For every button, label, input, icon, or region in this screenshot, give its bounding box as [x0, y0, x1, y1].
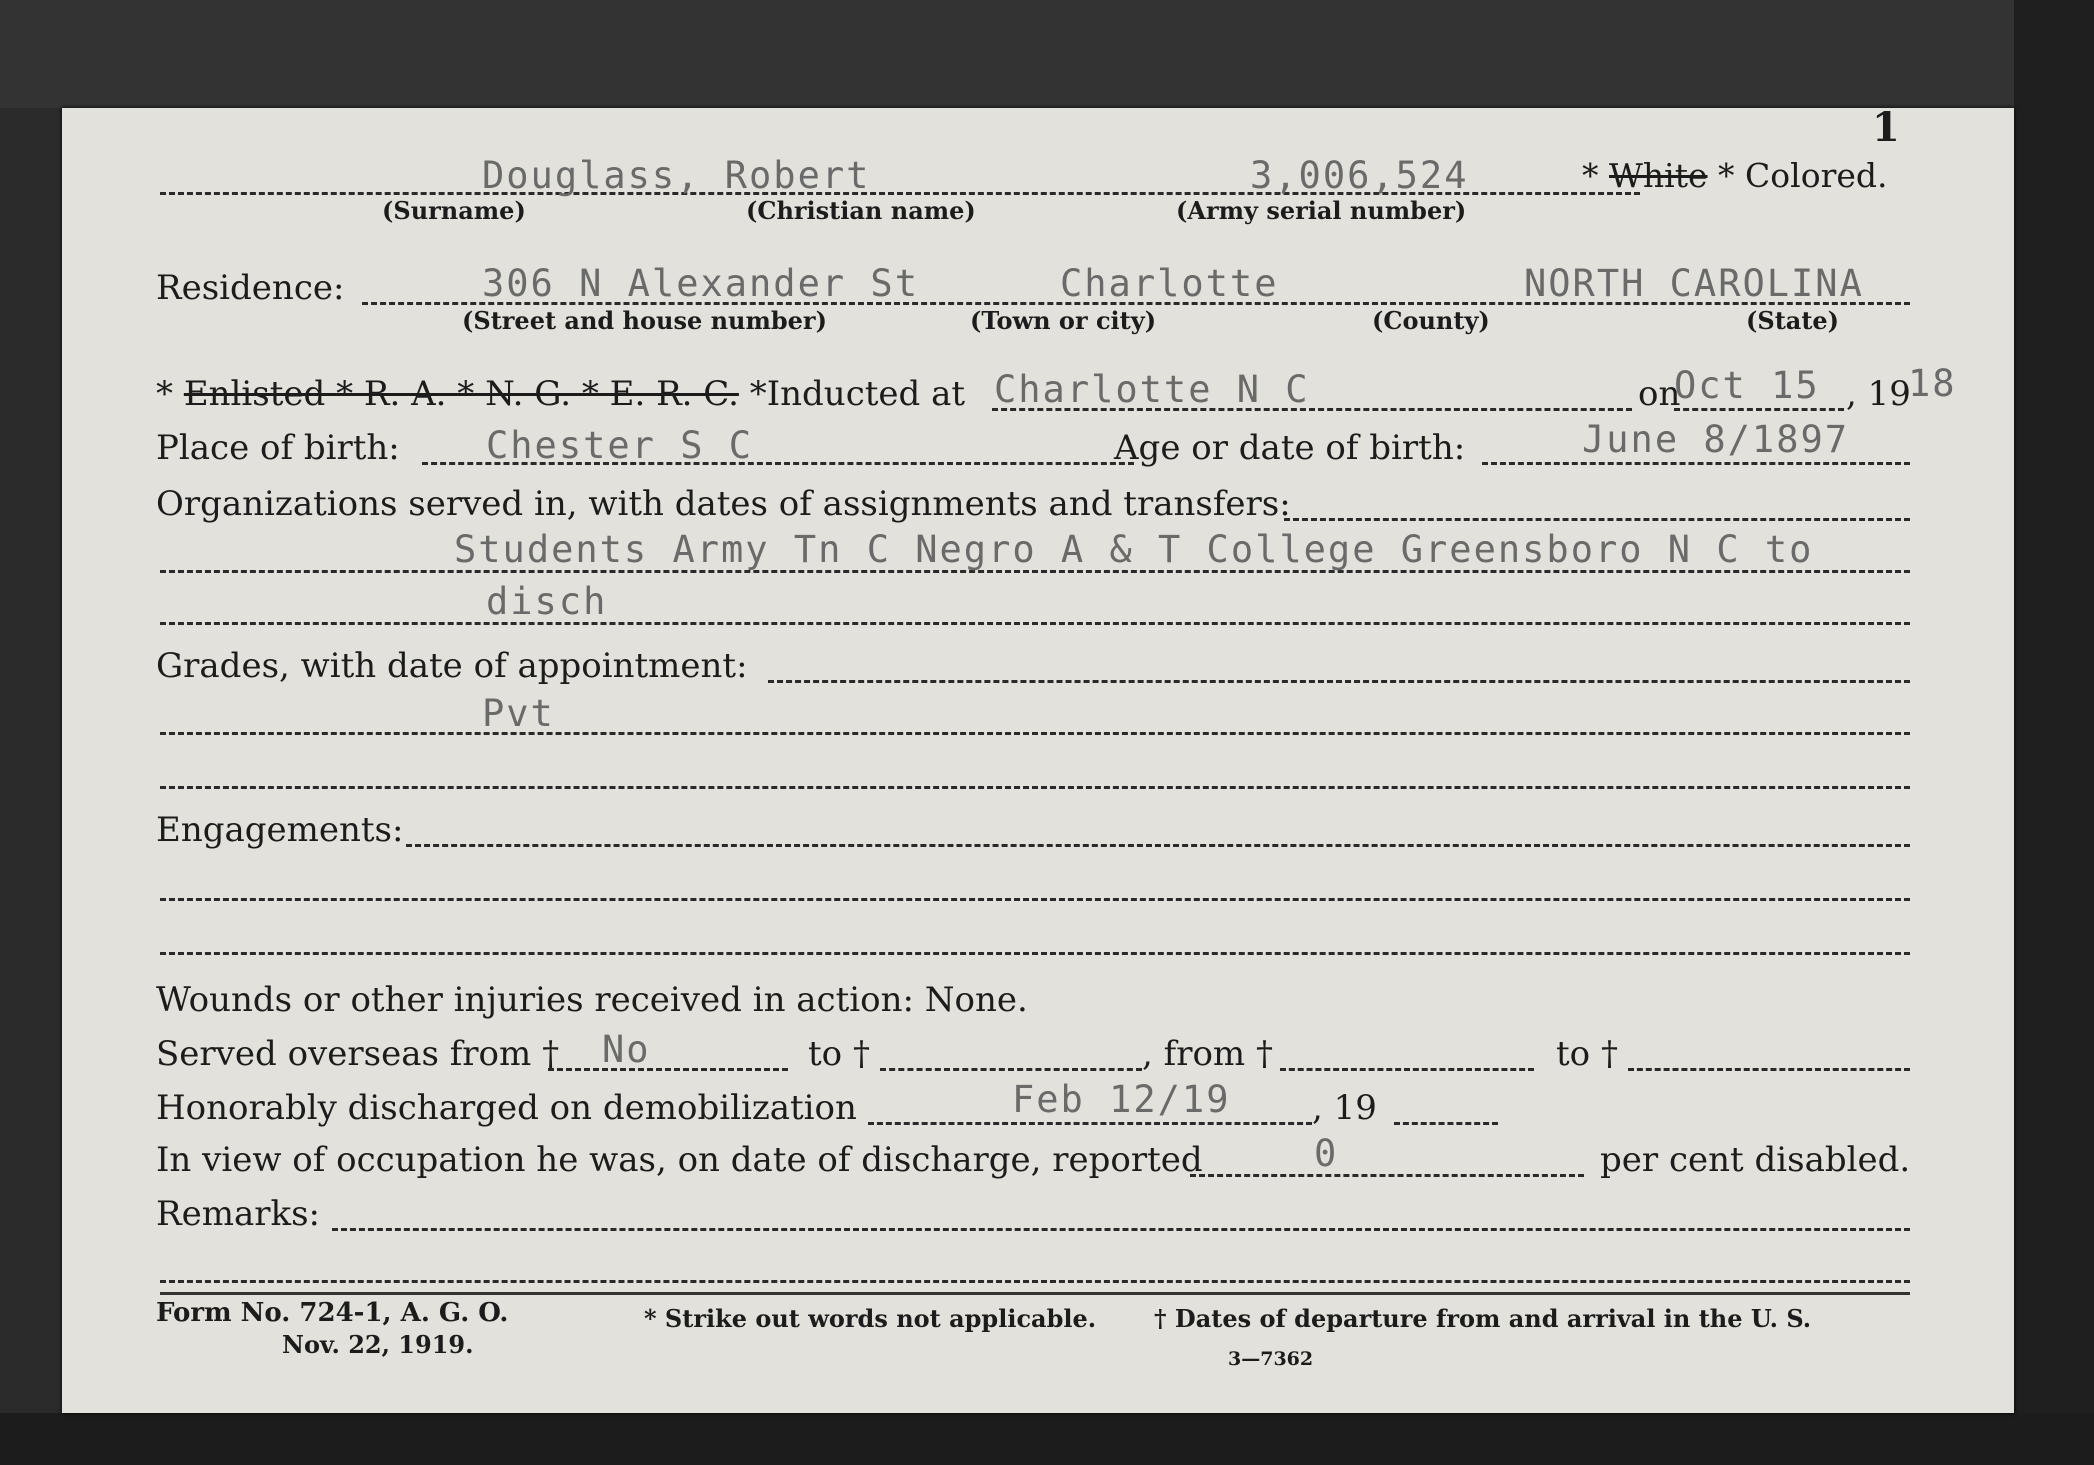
footer-rule [160, 1292, 1910, 1295]
grades-line-1 [160, 732, 1910, 735]
overseas-to2-line [1628, 1068, 1910, 1071]
induction-on-label: on [1638, 374, 1681, 414]
residence-street: 306 N Alexander St [482, 262, 919, 305]
caption-christian-name: (Christian name) [746, 196, 976, 225]
grades-label: Grades, with date of appointment: [156, 646, 748, 686]
induction-date: Oct 15 [1674, 364, 1820, 407]
organizations-line-2 [160, 622, 1910, 625]
caption-street: (Street and house number) [462, 306, 827, 335]
overseas-from-line [548, 1068, 788, 1071]
service-record-card [62, 104, 2014, 1413]
engagements-line-1 [160, 898, 1910, 901]
place-of-birth: Chester S C [486, 424, 754, 467]
form-number: Form No. 724-1, A. G. O. [156, 1298, 509, 1328]
wounds-label: Wounds or other injuries received in action: None. [156, 980, 1028, 1020]
disability-value-line [1190, 1174, 1584, 1177]
race-star-1: * [1582, 156, 1599, 195]
induction-place: Charlotte N C [994, 368, 1310, 411]
engagements-line-2 [160, 952, 1910, 955]
enlistment-struck-options: Enlisted * R. A. * N. G. * E. R. C. [183, 374, 739, 414]
place-of-birth-label: Place of birth: [156, 428, 400, 468]
date-of-birth-label: Age or date of birth: [1114, 428, 1466, 468]
caption-serial-number: (Army serial number) [1176, 196, 1467, 225]
remarks-line-0 [332, 1228, 1910, 1231]
army-serial-number: 3,006,524 [1250, 154, 1469, 197]
served-overseas-label: Served overseas from † [156, 1034, 560, 1074]
race-white-struck: White [1609, 156, 1708, 195]
overseas-from-value: No [602, 1028, 651, 1071]
date-of-birth-line [1482, 462, 1910, 465]
card-number: 1 [1872, 104, 1900, 151]
caption-state: (State) [1746, 306, 1840, 335]
overseas-from2-line [1280, 1068, 1534, 1071]
organizations-text-1: Students Army Tn C Negro A & T College Greensboro N C to [454, 528, 1814, 571]
discharge-date: Feb 12/19 [1012, 1078, 1231, 1121]
induction-year-suffix: 18 [1908, 362, 1957, 405]
grades-value: Pvt [482, 692, 555, 735]
enlistment-type: * Enlisted * R. A. * N. G. * E. R. C. *Inducted at [156, 374, 966, 414]
residence-city: Charlotte [1060, 262, 1279, 305]
discharge-year-line [1394, 1122, 1498, 1125]
scan-background-right [2014, 0, 2094, 1465]
print-code: 3—7362 [1228, 1348, 1314, 1370]
race-star-2: * [1718, 156, 1735, 195]
overseas-to-label: to † [808, 1034, 870, 1074]
discharge-date-line [868, 1122, 1312, 1125]
race-colored: Colored. [1745, 156, 1888, 195]
grades-line-2 [160, 786, 1910, 789]
form-date: Nov. 22, 1919. [282, 1330, 474, 1359]
caption-town: (Town or city) [970, 306, 1157, 335]
race-field [1582, 156, 1888, 195]
caption-county: (County) [1372, 306, 1490, 335]
disability-value: 0 [1314, 1132, 1339, 1175]
scan-background-top [0, 0, 2094, 108]
induction-date-line [1674, 408, 1844, 411]
residence-state: NORTH CAROLINA [1524, 262, 1864, 305]
induction-year-prefix: , 19 [1846, 374, 1911, 414]
engagements-line-0 [406, 844, 1910, 847]
discharge-label: Honorably discharged on demobilization [156, 1088, 857, 1128]
scan-background-bottom [0, 1413, 2094, 1465]
organizations-text-2: disch [486, 580, 608, 623]
organizations-line-0 [1284, 518, 1910, 521]
remarks-label: Remarks: [156, 1194, 320, 1234]
inducted-label: *Inducted at [749, 374, 966, 414]
residence-label: Residence: [156, 268, 345, 308]
strike-out-note: * Strike out words not applicable. [644, 1304, 1097, 1333]
date-of-birth: June 8/1897 [1582, 418, 1850, 461]
overseas-to-line [880, 1068, 1142, 1071]
discharge-year-prefix: , 19 [1312, 1088, 1377, 1128]
overseas-to2-label: to † [1556, 1034, 1618, 1074]
grades-line-0 [768, 680, 1910, 683]
caption-surname: (Surname) [382, 196, 526, 225]
disability-label: In view of occupation he was, on date of discharge, reported [156, 1140, 1203, 1180]
disability-suffix: per cent disabled. [1600, 1140, 1911, 1180]
surname-christian-name: Douglass, Robert [482, 154, 871, 197]
engagements-label: Engagements: [156, 810, 404, 850]
organizations-label: Organizations served in, with dates of assignments and transfers: [156, 484, 1291, 524]
remarks-line-1 [160, 1280, 1910, 1283]
overseas-from2-label: , from † [1142, 1034, 1273, 1074]
dates-note: † Dates of departure from and arrival in the U. S. [1154, 1304, 1812, 1333]
